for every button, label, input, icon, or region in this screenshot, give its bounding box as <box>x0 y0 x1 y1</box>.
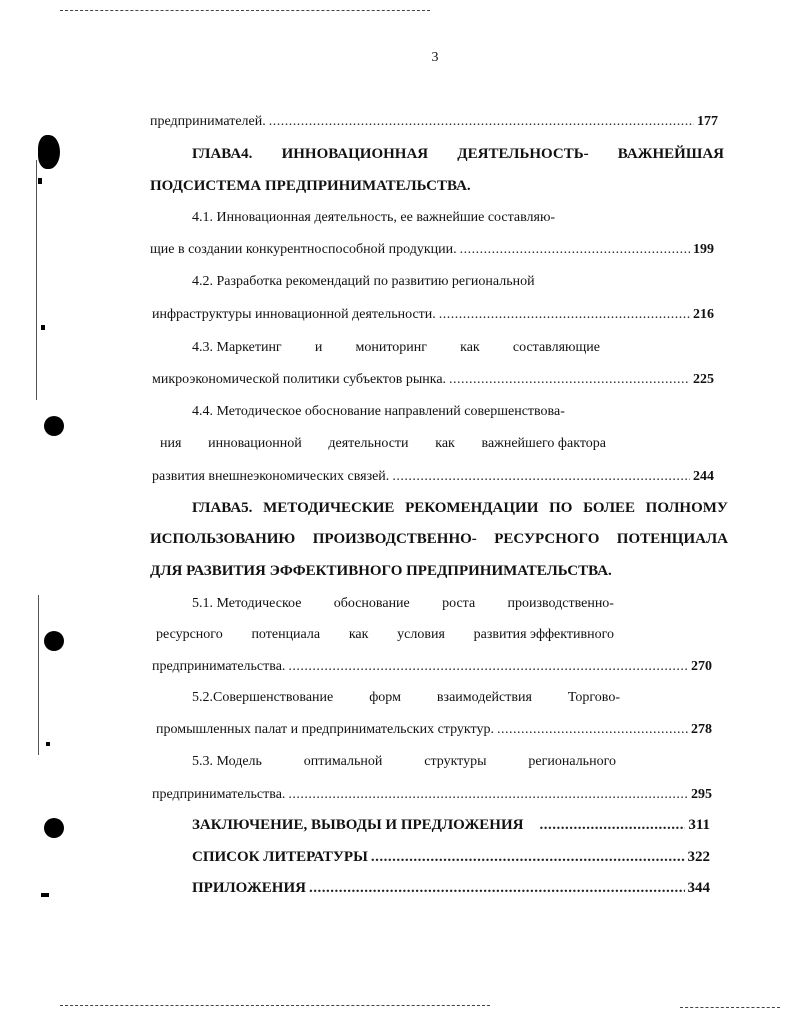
toc-page-number: 311 <box>688 817 710 833</box>
toc-entry-text: промышленных палат и предпринимательских структур. <box>156 722 494 737</box>
word: условия <box>397 627 445 642</box>
word: ресурсного <box>156 627 223 642</box>
leader-dots <box>497 721 688 739</box>
heading-word: ПО <box>549 500 573 516</box>
section-4-1-line1: 4.1. Инновационная деятельность, ее важнейшие составляю- <box>192 210 556 225</box>
toc-page-number: 216 <box>693 307 714 322</box>
chapter-5-heading-line3: ДЛЯ РАЗВИТИЯ ЭФФЕКТИВНОГО ПРЕДПРИНИМАТЕЛЬСТВА. <box>150 563 612 579</box>
word: как <box>435 436 455 451</box>
heading-word: ДЕЯТЕЛЬНОСТЬ- <box>457 146 589 162</box>
scan-left-edge <box>36 160 37 400</box>
leader-dots <box>288 786 688 804</box>
leader-dots <box>371 848 685 866</box>
word: важнейшего фактора <box>481 436 606 451</box>
heading-word: МЕТОДИЧЕСКИЕ <box>263 500 395 516</box>
toc-page-number: 295 <box>691 787 712 802</box>
word: форм <box>369 690 401 705</box>
word: мониторинг <box>355 340 427 355</box>
heading-word: ГЛАВА4. <box>192 146 253 162</box>
word: 5.1. Методическое <box>192 596 302 611</box>
toc-entry-text: микроэкономической политики субъектов рынка. <box>152 372 447 387</box>
toc-entry-4-1[interactable] <box>150 241 714 259</box>
toc-entry-prev[interactable] <box>150 113 718 131</box>
word: структуры <box>424 754 487 769</box>
page-number: 3 <box>431 50 439 65</box>
toc-page-number: 322 <box>687 849 710 865</box>
word: составляющие <box>512 340 600 355</box>
toc-entry-text: развития внешнеэкономических связей. <box>152 469 390 484</box>
section-4-2-line1: 4.2. Разработка рекомендаций по развитию региональной <box>192 274 535 289</box>
word: 4.3. Маркетинг <box>192 340 282 355</box>
speck <box>38 178 42 184</box>
word: регионального <box>528 754 616 769</box>
scan-left-edge-2 <box>38 595 39 755</box>
section-5-2-line1 <box>192 689 620 707</box>
toc-entry-text: ПРИЛОЖЕНИЯ <box>192 880 306 896</box>
scan-bottom-line <box>60 1005 490 1006</box>
chapter-4-heading-cont: ПОДСИСТЕМА ПРЕДПРИНИМАТЕЛЬСТВА. <box>150 178 471 194</box>
word: обоснование <box>333 596 410 611</box>
chapter-5-heading[interactable] <box>192 499 728 517</box>
leader-dots <box>269 113 694 131</box>
word: производственно- <box>507 596 614 611</box>
section-4-3-line1 <box>192 339 600 357</box>
toc-page-number: 344 <box>687 880 710 896</box>
word: взаимодействия <box>436 690 532 705</box>
word: развития эффективного <box>473 627 614 642</box>
speck <box>41 325 45 330</box>
leader-dots <box>288 658 688 676</box>
toc-entry-text: инфраструктуры инновационной деятельности. <box>152 307 436 322</box>
scan-bottom-line-right <box>680 1007 780 1008</box>
heading-word: ВАЖНЕЙШАЯ <box>617 146 724 162</box>
word: инновационной <box>208 436 302 451</box>
leader-dots <box>309 879 685 897</box>
chapter-4-heading[interactable] <box>192 145 724 163</box>
toc-entry-references[interactable] <box>192 848 710 866</box>
punch-mark <box>38 135 60 169</box>
heading-word: РЕСУРСНОГО <box>494 531 600 547</box>
hole-punch <box>44 631 64 651</box>
speck <box>46 742 50 746</box>
toc-entry-5-3[interactable] <box>152 786 712 804</box>
heading-word: ПОЛНОМУ <box>645 500 728 516</box>
word: как <box>460 340 480 355</box>
heading-word: ПОТЕНЦИАЛА <box>616 531 728 547</box>
section-5-1-line2 <box>156 626 614 644</box>
toc-page-number: 177 <box>697 114 718 129</box>
toc-entry-conclusion[interactable] <box>192 816 710 834</box>
heading-word: ГЛАВА5. <box>192 500 253 516</box>
word: роста <box>442 596 476 611</box>
leader-dots <box>460 241 690 259</box>
section-5-1-line1 <box>192 595 614 613</box>
toc-page-number: 199 <box>693 242 714 257</box>
leader-dots <box>449 371 690 389</box>
leader-dots <box>539 816 685 834</box>
toc-entry-text: предпринимательства. <box>152 787 286 802</box>
toc-page-number: 244 <box>693 469 714 484</box>
toc-entry-5-1[interactable] <box>152 658 712 676</box>
heading-word: БОЛЕЕ <box>583 500 635 516</box>
chapter-5-heading-line2 <box>150 530 728 548</box>
toc-entry-text: щие в создании конкурентноспособной продукции. <box>150 242 457 257</box>
heading-word: ПРОИЗВОДСТВЕННО- <box>312 531 477 547</box>
toc-entry-appendix[interactable] <box>192 879 710 897</box>
hole-punch <box>44 818 64 838</box>
speck <box>41 893 49 897</box>
toc-entry-5-2[interactable] <box>156 721 712 739</box>
word: оптимальной <box>303 754 383 769</box>
toc-entry-text: предпринимателей. <box>150 114 266 129</box>
section-4-4-line1: 4.4. Методическое обоснование направлений совершенствова- <box>192 404 565 419</box>
word: ния <box>160 436 182 451</box>
word: деятельности <box>328 436 409 451</box>
word: и <box>314 340 323 355</box>
word: как <box>348 627 369 642</box>
toc-entry-4-3[interactable] <box>152 371 714 389</box>
toc-entry-text: ЗАКЛЮЧЕНИЕ, ВЫВОДЫ И ПРЕДЛОЖЕНИЯ <box>192 817 524 833</box>
toc-entry-text: предпринимательства. <box>152 659 286 674</box>
toc-page-number: 270 <box>691 659 712 674</box>
toc-entry-text: СПИСОК ЛИТЕРАТУРЫ <box>192 849 368 865</box>
toc-page-number: 278 <box>691 722 712 737</box>
section-5-3-line1 <box>192 753 616 771</box>
heading-word: ИСПОЛЬЗОВАНИЮ <box>150 531 296 547</box>
toc-entry-4-2[interactable] <box>152 306 714 324</box>
heading-word: ИННОВАЦИОННАЯ <box>281 146 429 162</box>
word: 5.3. Модель <box>192 754 262 769</box>
scan-top-line <box>60 10 430 11</box>
leader-dots <box>439 306 690 324</box>
toc-page-number: 225 <box>693 372 714 387</box>
section-4-4-line2 <box>160 435 606 453</box>
heading-word: РЕКОМЕНДАЦИИ <box>405 500 539 516</box>
leader-dots <box>392 468 690 486</box>
toc-entry-4-4[interactable] <box>152 468 714 486</box>
hole-punch <box>44 416 64 436</box>
word: Торгово- <box>567 690 620 705</box>
word: 5.2.Совершенствование <box>192 690 334 705</box>
word: потенциала <box>251 627 321 642</box>
